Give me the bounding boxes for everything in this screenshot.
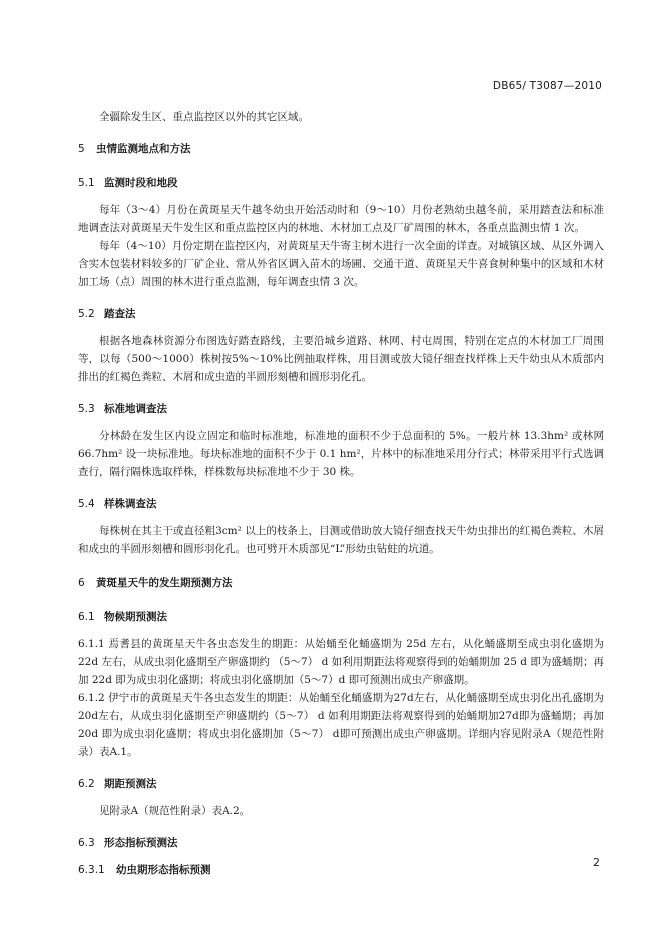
section-number: 6.3.1 — [78, 864, 105, 876]
section-title: 踏查法 — [104, 308, 136, 320]
section-number: 6 — [78, 577, 85, 589]
section-5-heading — [78, 140, 604, 158]
document-body — [78, 108, 604, 879]
clause-paragraph: 6.1.1 焉耆县的黄斑星天牛各虫态发生的期距：从始蛹至化蛹盛期为 25d 左右，从化蛹盛期至成虫羽化盛期为 22d 左右，从成虫羽化盛期至产卵盛期约 （5～7） d 如利用期距法将观察得到的始蛹期加 25 d 即为盛蛹期；再加 22d 即为成虫羽化盛期；将成虫羽化盛期加（5～7）d 即可预测出成虫产卵盛期。 — [78, 638, 604, 686]
paragraph: 每年（3～4）月份在黄斑星天牛越冬幼虫开始活动时和（9～10）月份老熟幼虫越冬前，采用踏查法和标准地调查法对黄斑星天牛发生区和重点监控区内的林地、木材加工点及厂矿周围的林木，各重点监测虫情 1 次。 — [78, 204, 604, 234]
paragraph: 见附录A（规范性附录）表A.2。 — [99, 805, 251, 817]
section-5-3-heading — [78, 400, 604, 418]
section-title: 期距预测法 — [104, 778, 157, 790]
section-number: 5.4 — [78, 498, 95, 510]
section-title: 样株调查法 — [104, 498, 157, 510]
section-number: 6.3 — [78, 837, 95, 849]
paragraph: 分林龄在发生区内设立固定和临时标准地，标准地的面积不少于总面积的 5%。一般片林 13.3hm² 或林网 66.7hm² 设一块标准地。每块标准地的面积不少于 0.1 hm²，片林中的标准地采用分行式；林带采用平行式选调查行，隔行隔株选取样株，样株数每块标准地不少于 30 株。 — [78, 430, 604, 478]
section-title: 虫情监测地点和方法 — [96, 143, 191, 155]
section-6-3-heading — [78, 834, 604, 852]
standard-code: DB65/ T3087—2010 — [492, 80, 602, 92]
section-title: 标准地调查法 — [104, 403, 167, 415]
section-title: 物候期预测法 — [104, 611, 167, 623]
section-5-1-heading — [78, 174, 604, 192]
section-title: 形态指标预测法 — [104, 837, 178, 849]
section-number: 6.1 — [78, 611, 95, 623]
section-6-1-heading — [78, 608, 604, 626]
section-number: 5.2 — [78, 308, 95, 320]
paragraph: 根据各地森林资源分布图选好踏查路线，主要沿城乡道路、林网、村屯周围，特别在定点的木材加工厂周围等，以每（500～1000）株树按5%～10%比例抽取样株，用目测或放大镜仔细查找样株上天牛幼虫从木质部内排出的红褐色粪粒、木屑和成虫造的半圆形刻槽和圆形羽化孔。 — [78, 335, 604, 383]
section-6-3-1-heading — [78, 861, 604, 879]
section-5-4-heading — [78, 495, 604, 513]
section-5-2-heading — [78, 305, 604, 323]
clause-paragraph: 6.1.2 伊宁市的黄斑星天牛各虫态发生的期距：从始蛹至化蛹盛期为27d左右，从化蛹盛期至成虫羽化出孔盛期为20d左右，从成虫羽化盛期至产卵盛期约（5～7） d 如利用期距法将观察得到的始蛹期加27d即为盛蛹期；再加 20d 即为成虫羽化盛期；将成虫羽化盛期加（5～7） d即可预测出成虫产卵盛期。详细内容见附录A（规范性附录）表A.1。 — [78, 692, 604, 758]
section-6-2-heading — [78, 775, 604, 793]
section-6-heading — [78, 574, 604, 592]
paragraph: 每年（4～10）月份定期在监控区内，对黄斑星天牛寄主树木进行一次全面的详查。对城镇区域、从区外调入含实木包装材料较多的厂矿企业、常从外省区调入苗木的场圃、交通干道、黄斑星天牛喜食树种集中的区域和木材加工场（点）周围的林木进行重点监测，每年调查虫情 3 次。 — [78, 240, 604, 288]
section-title: 黄斑星天牛的发生期预测方法 — [96, 577, 233, 589]
section-title: 幼虫期形态指标预测 — [116, 864, 211, 876]
section-title: 监测时段和地段 — [104, 177, 178, 189]
paragraph: 每株树在其主干或直径粗3cm² 以上的枝条上，目测或借助放大镜仔细查找天牛幼虫排出的红褐色粪粒、木屑和成虫的半圆形刻槽和圆形羽化孔。也可劈开木质部见“L”形幼虫钻蛀的坑道。 — [78, 525, 604, 555]
page-number: 2 — [593, 856, 600, 869]
section-number: 5 — [78, 143, 85, 155]
section-number: 6.2 — [78, 778, 95, 790]
section-number: 5.1 — [78, 177, 95, 189]
intro-paragraph: 全疆除发生区、重点监控区以外的其它区域。 — [99, 111, 309, 123]
section-number: 5.3 — [78, 403, 95, 415]
